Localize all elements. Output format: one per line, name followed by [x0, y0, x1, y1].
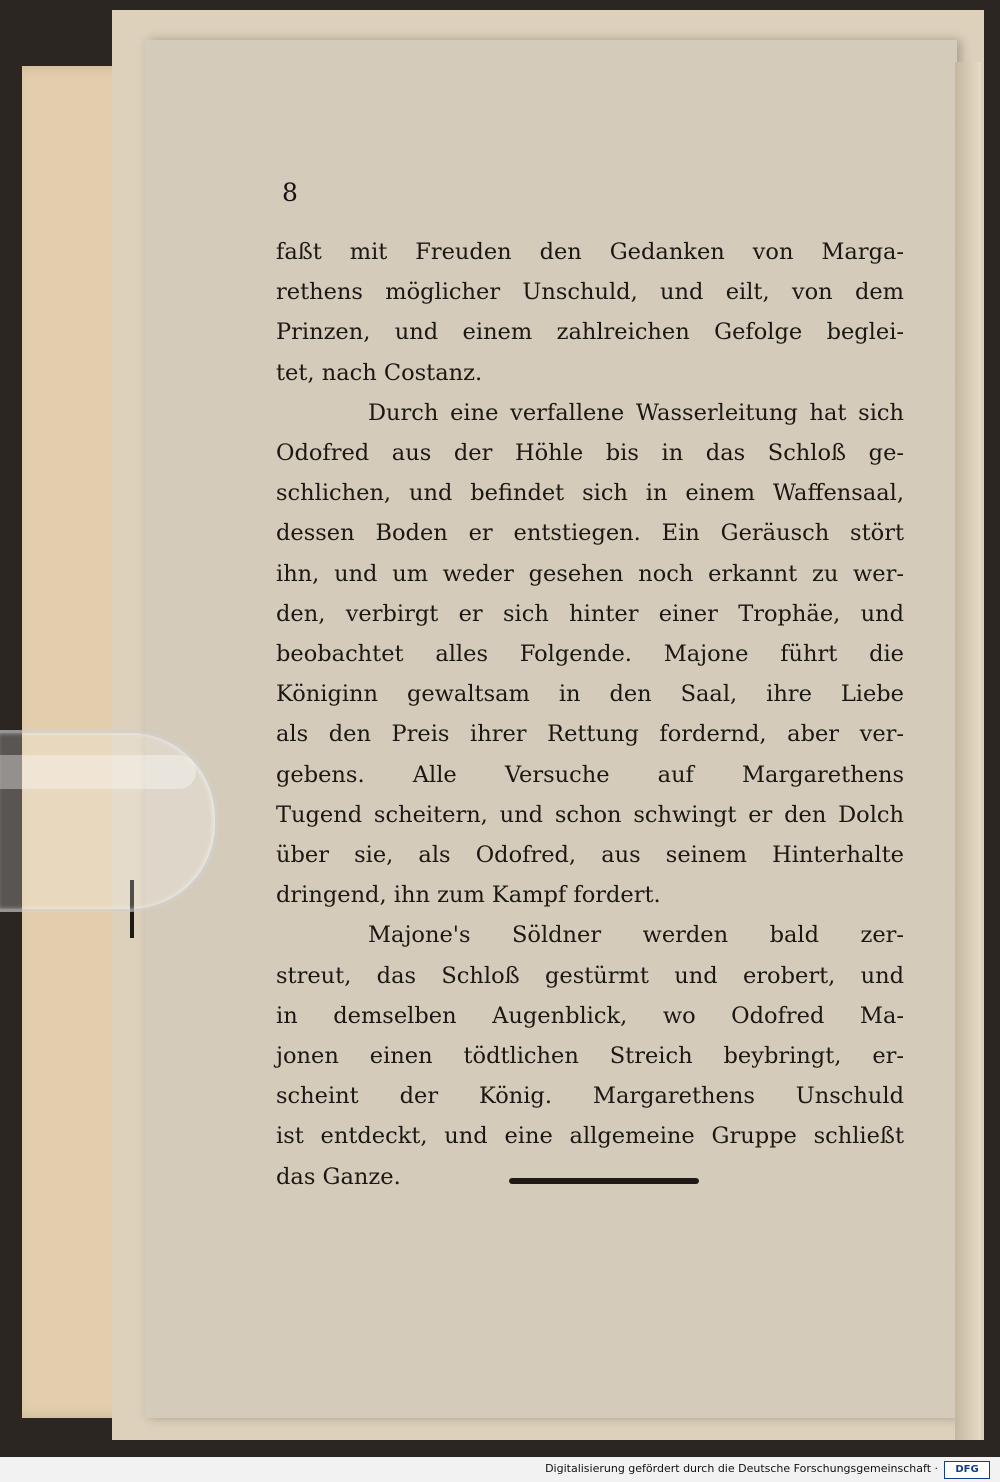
text-line: über sie, als Odofred, aus seinem Hinterhalte [276, 842, 904, 869]
text-line: ihn, und um weder gesehen noch erkannt zu wer- [276, 560, 904, 587]
text-line: Königinn gewaltsam in den Saal, ihre Liebe [276, 681, 904, 708]
text-line: jonen einen tödtlichen Streich beybringt, er- [276, 1043, 904, 1070]
text-line: Tugend scheitern, und schon schwingt er den Dolch [276, 801, 904, 828]
text-line: beobachtet alles Folgende. Majone führt die [276, 641, 904, 668]
text-line: schlichen, und befindet sich in einem Waffensaal, [276, 480, 904, 507]
text-line: das Ganze. [276, 1163, 401, 1190]
glass-holder-highlight [0, 755, 196, 789]
end-ornament [509, 1178, 699, 1184]
digitization-credit: Digitalisierung gefördert durch die Deutsche Forschungsgemeinschaft · [545, 1462, 938, 1475]
page-edge [955, 62, 981, 1440]
text-line: Prinzen, und einem zahlreichen Gefolge beglei- [276, 319, 904, 346]
text-line: Majone's Söldner werden bald zer- [368, 922, 904, 949]
text-line: rethens möglicher Unschuld, und eilt, von dem [276, 279, 904, 306]
text-line: ist entdeckt, und eine allgemeine Gruppe schließt [276, 1123, 904, 1150]
text-line: tet, nach Costanz. [276, 359, 483, 386]
text-line: scheint der König. Margarethens Unschuld [276, 1083, 904, 1110]
page-text [276, 232, 904, 1197]
page-number: 8 [282, 178, 298, 207]
text-line: faßt mit Freuden den Gedanken von Marga- [276, 239, 904, 265]
text-line: streut, das Schloß gestürmt und erobert, und [276, 962, 904, 989]
text-line: Durch eine verfallene Wasserleitung hat sich [368, 399, 904, 426]
dfg-logo: DFG [944, 1461, 990, 1479]
text-line: den, verbirgt er sich hinter einer Trophäe, und [276, 600, 904, 627]
text-line: gebens. Alle Versuche auf Margarethens [276, 761, 904, 788]
text-line: dessen Boden er entstiegen. Ein Geräusch stört [276, 520, 904, 547]
text-line: als den Preis ihrer Rettung fordernd, aber ver- [276, 721, 904, 748]
text-line: dringend, ihn zum Kampf fordert. [276, 882, 661, 909]
text-line: Odofred aus der Höhle bis in das Schloß ge- [276, 440, 904, 467]
text-line: in demselben Augenblick, wo Odofred Ma- [276, 1002, 904, 1029]
